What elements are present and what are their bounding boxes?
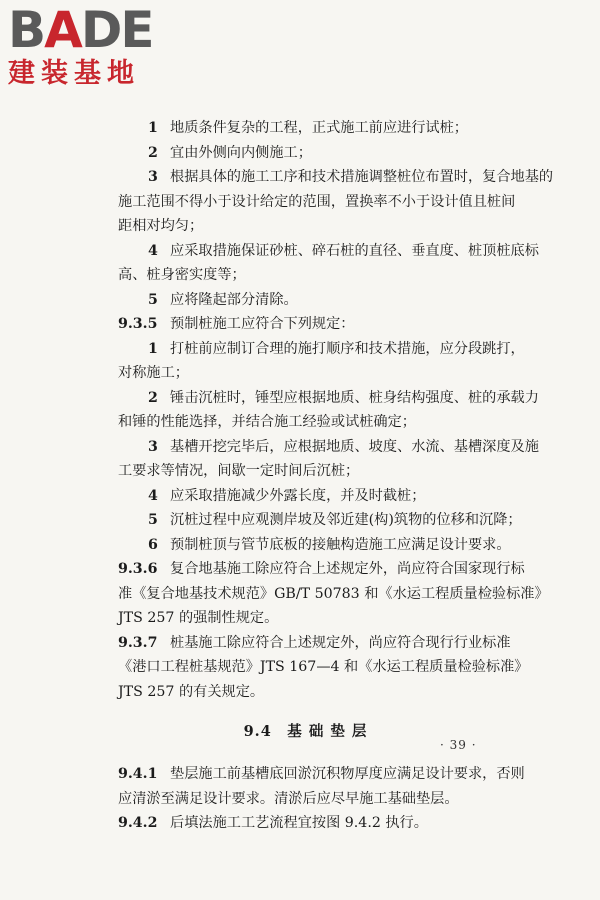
item-number: 6 [148, 536, 158, 553]
item-number: 1 [148, 340, 158, 357]
clause-9-4-1: 9.4.1 垫层施工前基槽底回淤沉积物厚度应满足设计要求，否则 应清淤至满足设计要求。清淤后应尽早施工基础垫层。 [118, 766, 525, 807]
clause-list-9-3-5 [118, 337, 539, 558]
list-item [118, 116, 493, 141]
logo-wordmark: BADE [8, 1, 153, 59]
item-number: 5 [148, 291, 158, 308]
item-number: 1 [148, 120, 158, 136]
clause-9-3-7: 9.3.7 桩基施工除应符合上述规定外，尚应符合现行行业标准 《港口工程桩基规范》JTS 167—4 和《水运工程质量检验标准》 JTS 257 的有关规定。 [118, 634, 529, 700]
item-number: 4 [148, 487, 158, 504]
item-text: 宜由外侧向内侧施工； [170, 144, 312, 161]
clause-9-3-5: 9.3.5 预制桩施工应符合下列规定： [118, 316, 355, 332]
item-text: 距相对均匀； [118, 218, 204, 234]
item-text: 地质条件复杂的工程，正式施工前应进行试桩； [170, 120, 468, 136]
item-text: 应采取措施减少外露长度，并及时截桩； [170, 487, 426, 504]
list-item [118, 484, 493, 509]
clause-list-9-3-4 [118, 116, 554, 312]
list-item [118, 165, 554, 190]
brand-logo [8, 1, 178, 90]
item-text: 根据具体的施工工序和技术措施调整桩位布置时，复合地基的 [170, 169, 554, 185]
list-item [118, 533, 511, 558]
list-item [118, 214, 493, 239]
item-number: 2 [148, 389, 158, 406]
list-item [118, 263, 493, 288]
item-text: 对称施工； [118, 365, 189, 381]
item-number: 4 [148, 242, 158, 259]
list-item [118, 190, 516, 215]
item-text: 沉桩过程中应观测岸坡及邻近建(构)筑物的位移和沉降； [170, 512, 522, 528]
item-text: 应采取措施保证砂桩、碎石桩的直径、垂直度、桩顶桩底标 [170, 242, 539, 259]
list-item [118, 288, 493, 313]
list-item [118, 459, 493, 484]
item-text: 基槽开挖完毕后，应根据地质、坡度、水流、基槽深度及施 [170, 438, 539, 455]
item-number: 3 [148, 169, 158, 185]
list-item [118, 508, 522, 533]
list-item [118, 410, 493, 435]
item-text: 锤击沉桩时，锤型应根据地质、桩身结构强度、桩的承载力 [170, 389, 539, 406]
item-text: 打桩前应制订合理的施打顺序和技术措施，应分段跳打， [170, 340, 525, 357]
item-text: 应将隆起部分清除。 [170, 291, 298, 308]
page-number: · 39 · [440, 738, 477, 752]
list-item [118, 239, 539, 264]
item-text: 预制桩顶与管节底板的接触构造施工应满足设计要求。 [170, 536, 511, 553]
list-item [118, 435, 539, 460]
item-number: 3 [148, 438, 158, 455]
item-text: 和锤的性能选择，并结合施工经验或试桩确定； [118, 414, 416, 430]
item-text: 工要求等情况，间歇一定时间后沉桩； [118, 463, 360, 479]
item-text: 施工范围不得小于设计给定的范围，置换率不小于设计值且桩间 [118, 193, 516, 210]
section-heading-9-4: 9.4 基 础 垫 层 [243, 723, 368, 740]
list-item [118, 141, 493, 166]
item-text: 高、桩身密实度等； [118, 267, 246, 283]
list-item [118, 337, 525, 362]
logo-subtitle: 建装基地 [8, 58, 140, 89]
clause-9-3-6: 9.3.6 复合地基施工除应符合上述规定外，尚应符合国家现行标 准《复合地基技术规范》GB/T 50783 和《水运工程质量检验标准》 JTS 257 的强制性规定。 [118, 561, 549, 626]
list-item [118, 386, 539, 411]
item-number: 5 [148, 512, 158, 528]
list-item [118, 361, 493, 386]
clause-9-4-2: 9.4.2 后填法施工工艺流程宜按图 9.4.2 执行。 [118, 815, 428, 831]
document-body [118, 116, 554, 836]
item-number: 2 [148, 144, 158, 161]
